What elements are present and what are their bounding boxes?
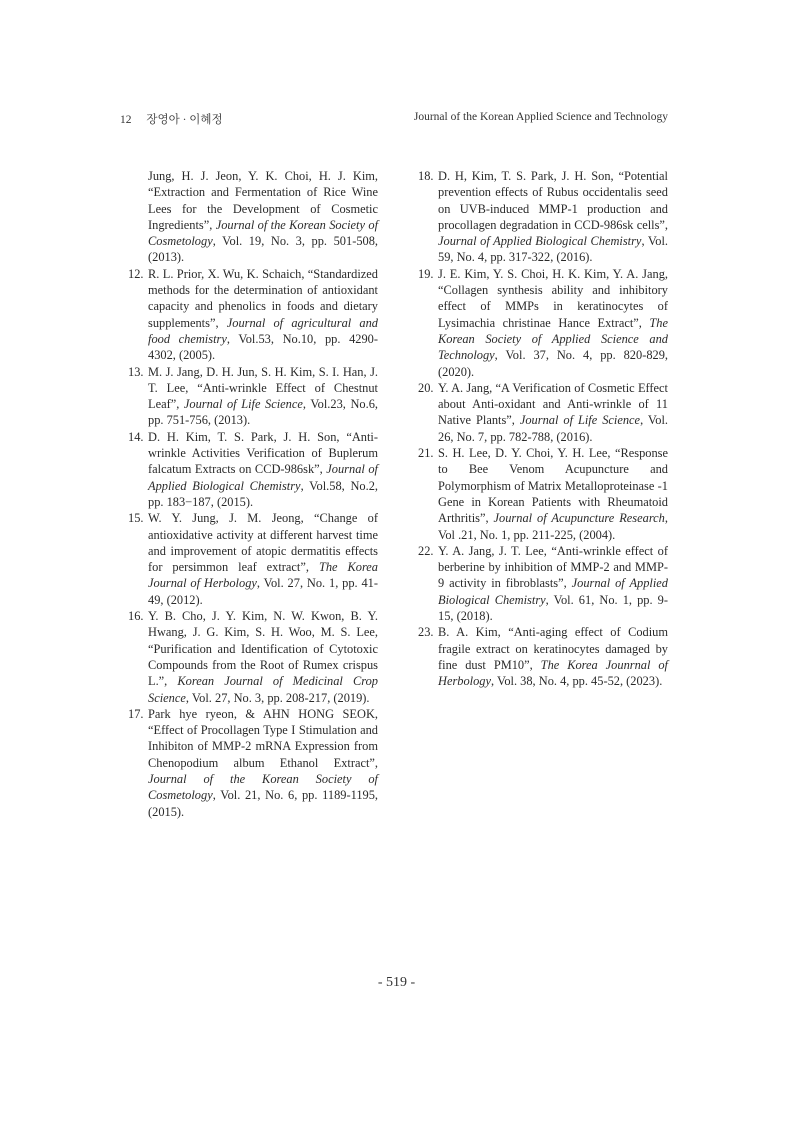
reference-item xyxy=(418,543,668,624)
reference-text: Y. A. Jang, J. T. Lee, “Anti-wrinkle effect of berberine by inhibition of MMP-2 and MMP-9 activity in fibroblasts”, xyxy=(438,543,668,591)
reference-journal: Journal of the Korean Society of Cosmetology xyxy=(148,217,379,249)
reference-number: 20. xyxy=(418,380,434,395)
reference-text: Jung, H. J. Jeon, Y. K. Choi, H. J. Kim, “Extraction and Fermentation of Rice Wine Lees for the Development of Cosmetic Ingredients”, xyxy=(148,169,378,232)
reference-details: , Vol .21, No. 1, pp. 211-225, (2004). xyxy=(438,511,668,542)
reference-item xyxy=(418,445,668,543)
reference-journal: Journal of the Korean Society of Cosmetology xyxy=(148,771,378,803)
reference-details: , Vol. 38, No. 4, pp. 45-52, (2023). xyxy=(491,674,663,689)
reference-details: , Vol. 37, No. 4, pp. 820-829, (2020). xyxy=(438,348,668,379)
reference-text: B. A. Kim, “Anti-aging effect of Codium fragile extract on keratinocytes damaged by fine dust PM10”, xyxy=(438,625,668,672)
reference-text: Y. B. Cho, J. Y. Kim, N. W. Kwon, B. Y. Hwang, J. G. Kim, S. H. Woo, M. S. Lee, “Purification and Identification of Cytotoxic Compounds from the Root of Rumex crispus L.”, xyxy=(148,609,378,689)
reference-journal: Journal of agricultural and food chemistry xyxy=(148,315,378,346)
reference-text: S. H. Lee, D. Y. Choi, Y. H. Lee, “Response to Bee Venom Acupuncture and Polymorphism of Matrix Metalloproteinase -1 Gene in Korean Patients with Rheumatoid Arthritis”, xyxy=(438,446,668,526)
reference-text: W. Y. Jung, J. M. Jeong, “Change of antioxidative activity at different harvest time and improvement of atopic dermatitis effects for persimmon leaf extract”, xyxy=(148,511,378,575)
references-left-column xyxy=(128,168,378,820)
reference-number: 23. xyxy=(418,625,434,640)
reference-journal: Journal of Acupuncture Research xyxy=(493,511,665,526)
reference-number: 13. xyxy=(128,364,144,379)
reference-journal: Journal of Applied Biological Chemistry xyxy=(438,234,642,249)
header-left xyxy=(120,111,223,127)
reference-details: , Vol. 27, No. 3, pp. 208-217, (2019). xyxy=(185,690,370,705)
reference-details: , Vol. 21, No. 6, pp. 1189-1195, (2015). xyxy=(148,788,378,819)
reference-item xyxy=(128,168,378,266)
reference-journal: The Korean Society of Applied Science and Technology xyxy=(438,315,668,363)
reference-item xyxy=(418,168,668,266)
reference-number: 19. xyxy=(418,266,434,281)
reference-journal: Korean Journal of Medicinal Crop Science xyxy=(148,674,378,705)
header-authors: 장영아 · 이혜정 xyxy=(146,114,223,126)
reference-details: , Vol.53, No.10, pp. 4290-4302, (2005). xyxy=(148,331,378,363)
reference-item xyxy=(418,380,668,445)
reference-item xyxy=(128,706,378,820)
references-right-column xyxy=(418,168,668,690)
reference-journal: The Korea Jounrnal of Herbology xyxy=(438,657,669,689)
reference-item xyxy=(128,429,378,510)
reference-details: , Vol.23, No.6, pp. 751-756, (2013). xyxy=(148,397,378,428)
reference-item xyxy=(418,266,668,380)
reference-number: 14. xyxy=(128,429,144,444)
reference-journal: Journal of Life Science xyxy=(519,413,641,428)
reference-details: , Vol. 59, No. 4, pp. 317-322, (2016). xyxy=(438,234,668,265)
reference-text: Y. A. Jang, “A Verification of Cosmetic Effect about Anti-oxidant and Anti-wrinkle of 11 Native Plants”, xyxy=(438,380,668,428)
reference-details: , Vol. 19, No. 3, pp. 501-508, (2013). xyxy=(148,234,378,265)
reference-number: 22. xyxy=(418,543,434,558)
reference-text: D. H, Kim, T. S. Park, J. H. Son, “Potential prevention effects of Rubus occidentalis seed on UVB-induced MMP-1 production and procollagen degradation in CCD-986sk cells”, xyxy=(438,169,668,232)
reference-item xyxy=(128,364,378,429)
reference-number: 17. xyxy=(128,706,144,721)
reference-text: J. E. Kim, Y. S. Choi, H. K. Kim, Y. A. Jang, “Collagen synthesis ability and inhibitory effect of MMPs in keratinocytes of Lysimachia christinae Hance Extract”, xyxy=(438,266,668,330)
reference-item xyxy=(128,510,378,608)
reference-journal: Journal of Applied Biological Chemistry xyxy=(438,576,668,607)
reference-details: , Vol. 61, No. 1, pp. 9-15, (2018). xyxy=(438,592,668,624)
page-footer-number: - 519 - xyxy=(377,975,416,990)
reference-details: , Vol.58, No.2, pp. 183−187, (2015). xyxy=(148,478,378,509)
header-journal-title: Journal of the Korean Applied Science and Technology xyxy=(413,111,668,123)
reference-journal: Journal of Applied Biological Chemistry xyxy=(148,462,378,493)
reference-number: 16. xyxy=(128,609,144,624)
reference-item xyxy=(418,624,668,689)
reference-item xyxy=(128,266,378,364)
reference-number: 15. xyxy=(128,511,144,526)
reference-text: M. J. Jang, D. H. Jun, S. H. Kim, S. I. Han, J. T. Lee, “Anti-wrinkle Effect of Chestnut Leaf”, xyxy=(148,364,378,412)
reference-number: 12. xyxy=(128,266,144,281)
reference-details: , Vol. 26, No. 7, pp. 782-788, (2016). xyxy=(438,413,668,444)
running-header xyxy=(120,111,668,127)
reference-number: 21. xyxy=(418,446,434,461)
reference-journal: The Korea Journal of Herbology xyxy=(148,560,379,591)
reference-number: 18. xyxy=(418,169,434,183)
reference-text: Park hye ryeon, & AHN HONG SEOK, “Effect of Procollagen Type I Stimulation and Inhibiton of MMP-2 mRNA Expression from Chenopodium album Ethanol Extract”, xyxy=(148,706,378,770)
reference-item xyxy=(128,608,378,706)
reference-journal: Journal of Life Science xyxy=(183,397,303,412)
reference-text: R. L. Prior, X. Wu, K. Schaich, “Standardized methods for the determination of antioxidant capacity and phenolics in foods and dietary supplements”, xyxy=(148,266,378,330)
header-page-number: 12 xyxy=(120,114,132,126)
reference-details: , Vol. 27, No. 1, pp. 41-49, (2012). xyxy=(148,576,378,607)
reference-text: D. H. Kim, T. S. Park, J. H. Son, “Anti-wrinkle Activities Verification of Buplerum falcatum Extracts on CCD-986sk”, xyxy=(148,429,378,477)
